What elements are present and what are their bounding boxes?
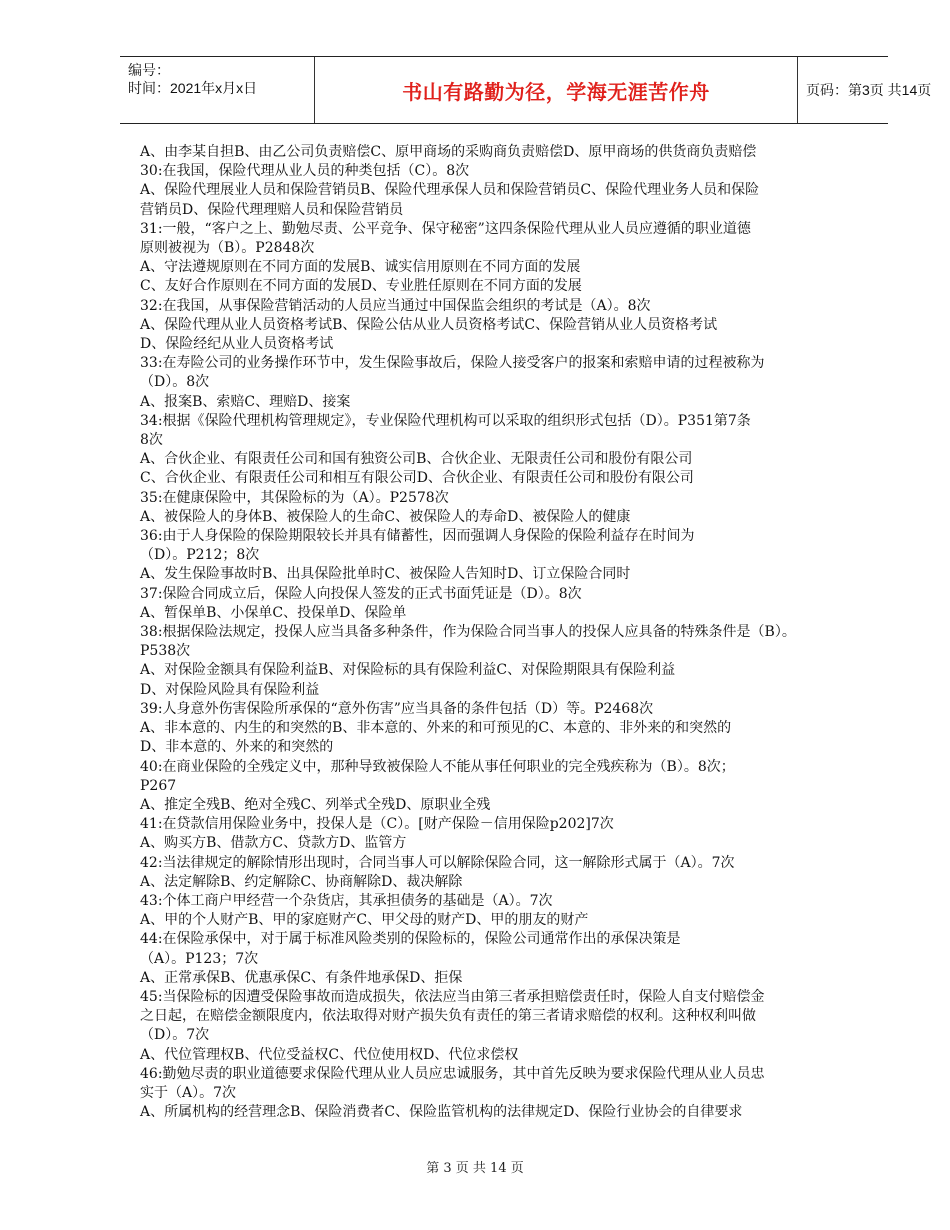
page-footer: 第 3 页 共 14 页 <box>426 1161 524 1176</box>
header-motto-cell <box>314 57 798 123</box>
header-page-label: 页码：第3页 共14页 <box>806 82 932 98</box>
header-number-label: 编号： <box>128 62 170 78</box>
text-line: （A）。P123；7次 <box>140 950 259 967</box>
text-line: A、由李某自担B、由乙公司负责赔偿C、原甲商场的采购商负责赔偿D、原甲商场的供货商负责赔偿 <box>140 144 757 160</box>
text-line: D、保险经纪从业人员资格考试 <box>140 336 334 353</box>
document-body <box>140 143 888 1122</box>
text-line: D、非本意的、外来的和突然的 <box>140 739 334 756</box>
text-line: 30:在我国，保险代理从业人员的种类包括（C）。8次 <box>140 163 470 180</box>
text-line: 39:人身意外伤害保险所承保的“意外伤害”应当具备的条件包括（D）等。P2468次 <box>140 700 654 717</box>
text-line: A、所属机构的经营理念B、保险消费者C、保险监管机构的法律规定D、保险行业协会的自律要求 <box>140 1104 743 1121</box>
text-line: 之日起，在赔偿金额限度内，依法取得对财产损失负有责任的第三者请求赔偿的权利。这种权利叫做 <box>140 1008 756 1025</box>
text-line: A、被保险人的身体B、被保险人的生命C、被保险人的寿命D、被保险人的健康 <box>140 508 631 525</box>
page-header <box>120 56 932 124</box>
text-line: P267 <box>140 777 177 794</box>
text-line: 36:由于人身保险的保险期限较长并具有储蓄性，因而强调人身保险的保险利益存在时间为 <box>140 528 695 545</box>
text-line: C、友好合作原则在不同方面的发展D、专业胜任原则在不同方面的发展 <box>140 278 582 295</box>
text-line: A、甲的个人财产B、甲的家庭财产C、甲父母的财产D、甲的朋友的财产 <box>140 912 589 929</box>
header-motto: 书山有路勤为径，学海无涯苦作舟 <box>402 79 710 104</box>
text-line: C、合伙企业、有限责任公司和相互有限公司D、合伙企业、有限责任公司和股份有限公司 <box>140 470 694 487</box>
text-line: 31:一般，“客户之上、勤勉尽责、公平竞争、保守秘密”这四条保险代理从业人员应遵循的职业道德 <box>140 220 751 237</box>
text-line: A、正常承保B、优惠承保C、有条件地承保D、拒保 <box>140 969 463 986</box>
text-line: （D）。7次 <box>140 1027 210 1044</box>
text-line: A、对保险金额具有保险利益B、对保险标的具有保险利益C、对保险期限具有保险利益 <box>140 662 676 679</box>
text-line: 34:根据《保险代理机构管理规定》，专业保险代理机构可以采取的组织形式包括（D）。P351第7条 <box>140 412 751 429</box>
text-line: A、法定解除B、约定解除C、协商解除D、裁决解除 <box>140 873 463 890</box>
text-line: 40:在商业保险的全残定义中，那种导致被保险人不能从事任何职业的完全残疾称为（B）。8次； <box>140 758 735 775</box>
text-line: 45:当保险标的因遭受保险事故而造成损失，依法应当由第三者承担赔偿责任时，保险人自支付赔偿金 <box>140 988 765 1005</box>
text-line: 37:保险合同成立后，保险人向投保人签发的正式书面凭证是（D）。8次 <box>140 585 582 602</box>
text-line: 41:在贷款信用保险业务中，投保人是（C）。[财产保险－信用保险p202]7次 <box>140 816 614 833</box>
text-line: 46:勤勉尽责的职业道德要求保险代理从业人员应忠诚服务，其中首先反映为要求保险代理从业人员忠 <box>140 1065 765 1082</box>
text-line: 43:个体工商户甲经营一个杂货店，其承担债务的基础是（A）。7次 <box>140 892 553 909</box>
header-time-label: 时间：2021年x月x日 <box>128 80 258 96</box>
text-line: A、暂保单B、小保单C、投保单D、保险单 <box>140 604 407 621</box>
text-line: （D）。8次 <box>140 374 210 391</box>
text-line: A、推定全残B、绝对全残C、列举式全残D、原职业全残 <box>140 796 491 813</box>
text-line: （D）。P212；8次 <box>140 547 260 564</box>
text-line: 35:在健康保险中，其保险标的为（A）。P2578次 <box>140 489 449 506</box>
text-line: 33:在寿险公司的业务操作环节中，发生保险事故后，保险人接受客户的报案和索赔申请的过程被称为 <box>140 355 765 372</box>
text-line: A、非本意的、内生的和突然的B、非本意的、外来的和可预见的C、本意的、非外来的和突然的 <box>140 720 732 737</box>
header-page-cell <box>798 57 932 123</box>
text-line: A、购买方B、借款方C、贷款方D、监管方 <box>140 835 407 852</box>
text-line: D、对保险风险具有保险利益 <box>140 681 320 698</box>
text-line: 8次 <box>140 432 163 449</box>
text-line: 营销员D、保险代理理赔人员和保险营销员 <box>140 201 404 218</box>
text-line: 42:当法律规定的解除情形出现时，合同当事人可以解除保险合同，这一解除形式属于（A）。7次 <box>140 854 735 871</box>
text-line: A、守法遵规原则在不同方面的发展B、诚实信用原则在不同方面的发展 <box>140 259 581 276</box>
text-line: 44:在保险承保中，对于属于标准风险类别的保险标的，保险公司通常作出的承保决策是 <box>140 931 681 948</box>
text-line: A、合伙企业、有限责任公司和国有独资公司B、合伙企业、无限责任公司和股份有限公司 <box>140 451 693 468</box>
text-line: A、报案B、索赔C、理赔D、接案 <box>140 393 351 410</box>
text-line: A、发生保险事故时B、出具保险批单时C、被保险人告知时D、订立保险合同时 <box>140 566 631 583</box>
text-line: A、代位管理权B、代位受益权C、代位使用权D、代位求偿权 <box>140 1046 519 1063</box>
text-line: 实于（A）。7次 <box>140 1084 237 1101</box>
header-meta <box>120 57 314 123</box>
text-line: 32:在我国，从事保险营销活动的人员应当通过中国保监会组织的考试是（A）。8次 <box>140 297 651 314</box>
text-line: P538次 <box>140 643 191 660</box>
text-line: A、保险代理从业人员资格考试B、保险公估从业人员资格考试C、保险营销从业人员资格考试 <box>140 316 718 333</box>
text-line: 原则被视为（B）。P2848次 <box>140 240 315 257</box>
text-line: A、保险代理展业人员和保险营销员B、保险代理承保人员和保险营销员C、保险代理业务人员和保险 <box>140 182 760 199</box>
text-line: 38:根据保险法规定，投保人应当具备多种条件，作为保险合同当事人的投保人应具备的特殊条件是（B）。 <box>140 624 796 641</box>
